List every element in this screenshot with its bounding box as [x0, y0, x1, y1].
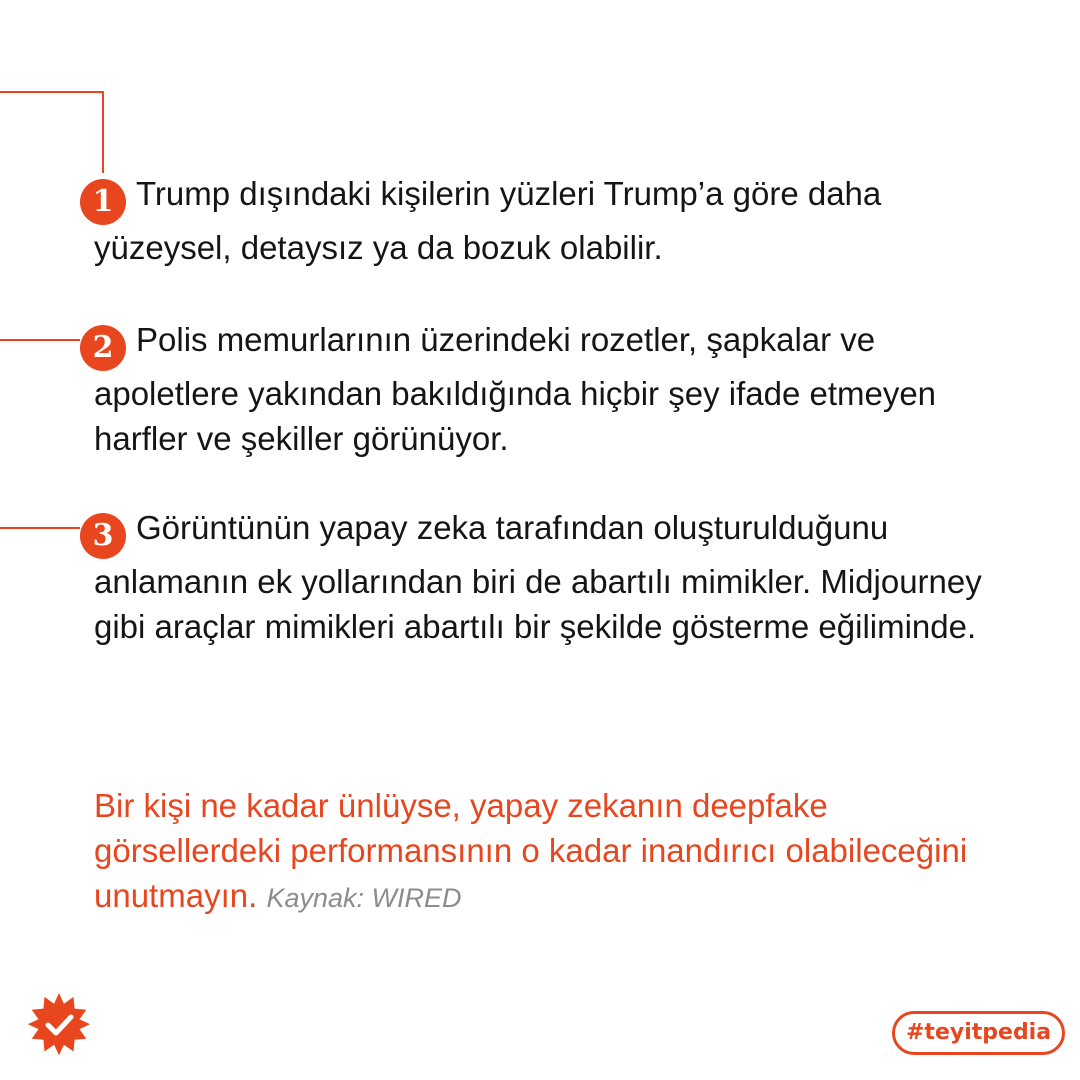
connector-line-3 — [0, 527, 80, 529]
connector-line-top-horizontal — [0, 91, 104, 93]
connector-line-top-vertical — [102, 91, 104, 173]
hashtag-badge: #teyitpedia — [892, 1011, 1065, 1055]
list-item-2 — [94, 317, 994, 461]
item-text-3: Görüntünün yapay zeka tarafından oluşturulduğunu anlamanın ek yollarından biri de abartılı mimikler. Midjourney gibi araçlar mimikleri abartılı bir şekilde gösterme eğiliminde. — [94, 509, 982, 645]
closing-note — [94, 783, 994, 921]
list-item-1 — [94, 171, 994, 270]
number-badge-3: 3 — [80, 513, 126, 559]
note-text: Bir kişi ne kadar ünlüyse, yapay zekanın deepfake görsellerdeki performansının o kadar inandırıcı olabileceğini unutmayın. — [94, 787, 968, 914]
item-text-2: Polis memurlarının üzerindeki rozetler, şapkalar ve apoletlere yakından bakıldığında hiçbir şey ifade etmeyen harfler ve şekiller görünüyor. — [94, 321, 937, 457]
starburst-check-icon — [28, 993, 90, 1055]
number-badge-2: 2 — [80, 325, 126, 371]
connector-line-2 — [0, 339, 80, 341]
number-badge-1: 1 — [80, 179, 126, 225]
item-text-1: Trump dışındaki kişilerin yüzleri Trump’a göre daha yüzeysel, detaysız ya da bozuk olabilir. — [94, 175, 882, 266]
source-credit: Kaynak: WIRED — [266, 883, 462, 913]
list-item-3 — [94, 505, 994, 649]
